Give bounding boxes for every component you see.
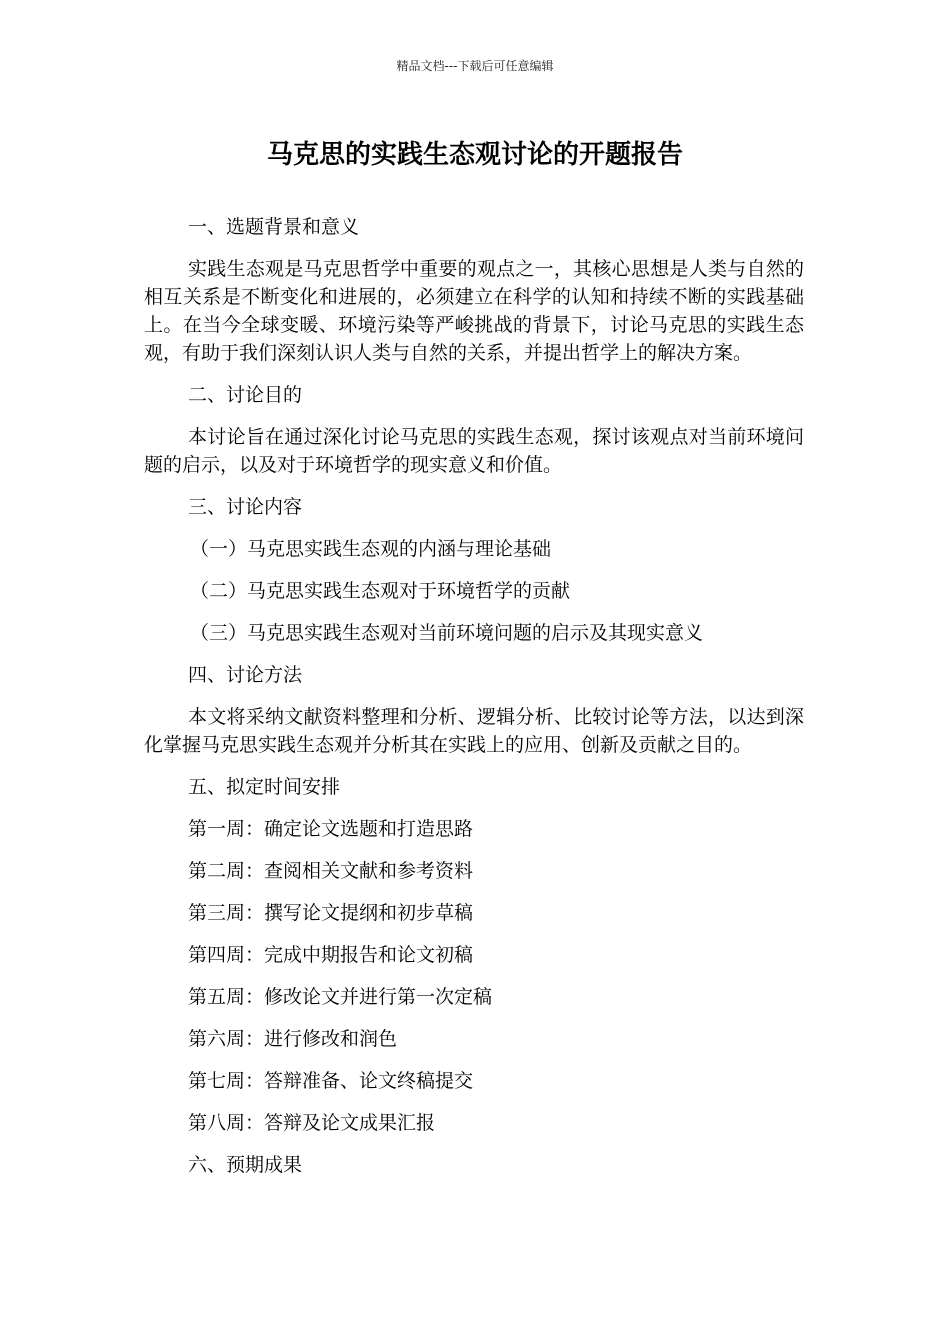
section-heading-content: 三、讨论内容 [188,496,303,518]
schedule-week-8: 第八周：答辩及论文成果汇报 [188,1112,436,1134]
schedule-week-4: 第四周：完成中期报告和论文初稿 [188,944,474,966]
schedule-week-1: 第一周：确定论文选题和打造思路 [188,818,474,840]
header-note: 精品文档---下载后可任意编辑 [396,59,554,73]
schedule-week-2: 第二周：查阅相关文献和参考资料 [188,860,474,882]
section-heading-schedule: 五、拟定时间安排 [188,776,341,798]
section-heading-purpose: 二、讨论目的 [188,384,303,406]
section-heading-background: 一、选题背景和意义 [188,216,360,238]
schedule-week-7: 第七周：答辩准备、论文终稿提交 [188,1070,474,1092]
document-title: 马克思的实践生态观讨论的开题报告 [266,140,683,170]
content-item-2: （二）马克思实践生态观对于环境哲学的贡献 [190,580,571,602]
schedule-week-3: 第三周：撰写论文提纲和初步草稿 [188,902,474,924]
section-heading-method: 四、讨论方法 [188,664,303,686]
content-item-1: （一）马克思实践生态观的内涵与理论基础 [190,538,552,560]
paragraph-method: 本文将采纳文献资料整理和分析、逻辑分析、比较讨论等方法，以达到深化掌握马克思实践生态观并分析其在实践上的应用、创新及贡献之目的。 [144,706,804,756]
paragraph-purpose: 本讨论旨在通过深化讨论马克思的实践生态观，探讨该观点对当前环境问题的启示，以及对于环境哲学的现实意义和价值。 [144,426,804,476]
document-body [144,213,804,1193]
schedule-week-6: 第六周：进行修改和润色 [188,1028,398,1050]
paragraph-background: 实践生态观是马克思哲学中重要的观点之一，其核心思想是人类与自然的相互关系是不断变化和进展的，必须建立在科学的认知和持续不断的实践基础上。在当今全球变暖、环境污染等严峻挑战的背景下，讨论马克思的实践生态观，有助于我们深刻认识人类与自然的关系，并提出哲学上的解决方案。 [144,258,804,364]
content-item-3: （三）马克思实践生态观对当前环境问题的启示及其现实意义 [190,622,704,644]
schedule-week-5: 第五周：修改论文并进行第一次定稿 [188,986,493,1008]
section-heading-outcomes: 六、预期成果 [188,1154,303,1176]
